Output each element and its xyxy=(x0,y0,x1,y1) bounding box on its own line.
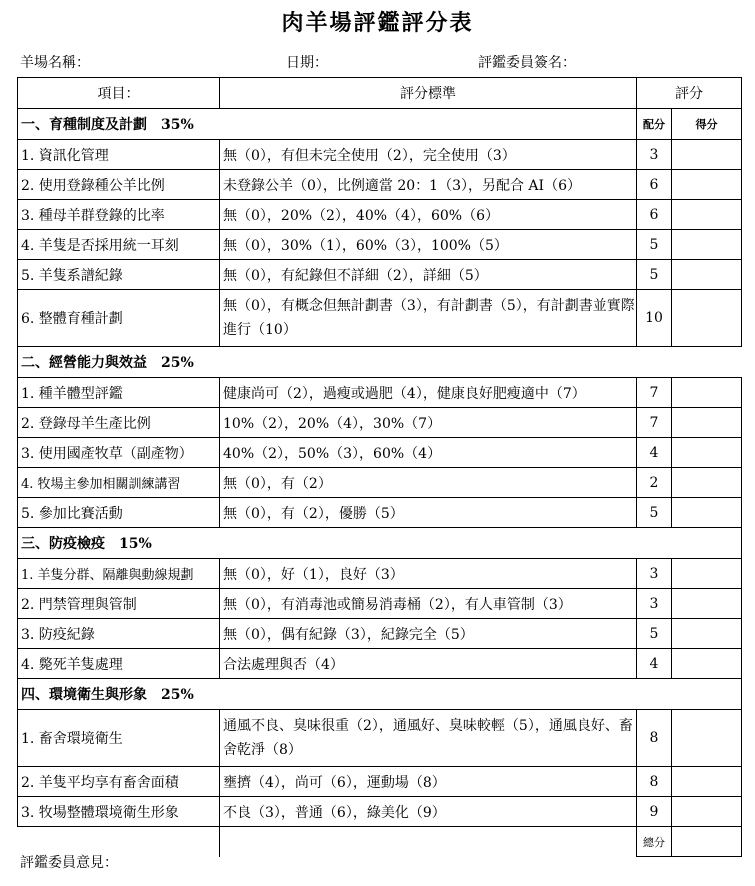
points-cell: 7 xyxy=(637,378,672,408)
item-cell: 4. 牧場主參加相關訓練講習 xyxy=(18,468,220,498)
section-title: 四、環境衛生與形象 25% xyxy=(18,679,742,710)
col-got-header: 得分 xyxy=(672,109,742,140)
score-table xyxy=(17,77,742,857)
farm-name-label: 羊場名稱： xyxy=(20,55,90,71)
page-title: 肉羊場評鑑評分表 xyxy=(281,10,474,36)
points-cell: 5 xyxy=(637,260,672,290)
comment-label: 評鑑委員意見： xyxy=(20,855,118,871)
item-cell: 1. 羊隻分群、隔離與動線規劃 xyxy=(18,559,220,589)
criteria-cell: 無（0），好（1），良好（3） xyxy=(220,559,637,589)
item-cell: 1. 畜舍環境衛生 xyxy=(18,710,220,767)
criteria-cell: 無（0），有紀錄但不詳細（2），詳細（5） xyxy=(220,260,637,290)
points-cell: 4 xyxy=(637,649,672,679)
points-cell: 5 xyxy=(637,230,672,260)
criteria-cell: 無（0），有（2） xyxy=(220,468,637,498)
score-input-cell[interactable] xyxy=(672,649,742,679)
score-input-cell[interactable] xyxy=(672,200,742,230)
item-cell: 2. 羊隻平均享有畜舍面積 xyxy=(18,767,220,797)
score-input-cell[interactable] xyxy=(672,230,742,260)
score-input-cell[interactable] xyxy=(672,498,742,528)
points-cell: 2 xyxy=(637,468,672,498)
criteria-cell: 40%（2），50%（3），60%（4） xyxy=(220,438,637,468)
item-cell: 2. 登錄母羊生產比例 xyxy=(18,408,220,438)
criteria-cell: 無（0），偶有紀錄（3），紀錄完全（5） xyxy=(220,619,637,649)
section-title: 三、防疫檢疫 15% xyxy=(18,528,742,559)
score-input-cell[interactable] xyxy=(672,260,742,290)
item-cell: 4. 羊隻是否採用統一耳刻 xyxy=(18,230,220,260)
item-cell: 3. 使用國產牧草（副產物） xyxy=(18,438,220,468)
score-input-cell[interactable] xyxy=(672,408,742,438)
score-input-cell[interactable] xyxy=(672,589,742,619)
col-score-header: 評分 xyxy=(637,78,742,109)
item-cell: 5. 羊隻系譜紀錄 xyxy=(18,260,220,290)
item-cell: 2. 使用登錄種公羊比例 xyxy=(18,170,220,200)
item-cell: 4. 斃死羊隻處理 xyxy=(18,649,220,679)
score-input-cell[interactable] xyxy=(672,797,742,827)
criteria-cell: 無（0），有但未完全使用（2），完全使用（3） xyxy=(220,140,637,170)
criteria-cell: 無（0），20%（2），40%（4），60%（6） xyxy=(220,200,637,230)
criteria-cell: 合法處理與否（4） xyxy=(220,649,637,679)
section-title: 一、育種制度及計劃 35% xyxy=(18,109,637,140)
col-full-header: 配分 xyxy=(637,109,672,140)
criteria-cell: 壅擠（4），尚可（6），運動場（8） xyxy=(220,767,637,797)
criteria-cell: 無（0），30%（1），60%（3），100%（5） xyxy=(220,230,637,260)
points-cell: 8 xyxy=(637,710,672,767)
criteria-cell: 無（0），有消毒池或簡易消毒桶（2），有人車管制（3） xyxy=(220,589,637,619)
points-cell: 5 xyxy=(637,619,672,649)
item-cell: 3. 防疫紀錄 xyxy=(18,619,220,649)
col-item-header: 項目： xyxy=(18,78,220,109)
score-input-cell[interactable] xyxy=(672,559,742,589)
item-cell: 6. 整體育種計劃 xyxy=(18,290,220,347)
score-input-cell[interactable] xyxy=(672,378,742,408)
score-input-cell[interactable] xyxy=(672,468,742,498)
item-cell: 3. 種母羊群登錄的比率 xyxy=(18,200,220,230)
criteria-cell: 未登錄公羊（0），比例適當 20：1（3），另配合 AI（6） xyxy=(220,170,637,200)
score-input-cell[interactable] xyxy=(672,140,742,170)
score-input-cell[interactable] xyxy=(672,619,742,649)
date-label: 日期： xyxy=(286,55,328,71)
points-cell: 5 xyxy=(637,498,672,528)
points-cell: 3 xyxy=(637,140,672,170)
criteria-cell: 通風不良、臭味很重（2），通風好、臭味較輕（5），通風良好、畜舍乾淨（8） xyxy=(220,710,637,767)
points-cell: 9 xyxy=(637,797,672,827)
col-criteria-header: 評分標準 xyxy=(220,78,637,109)
signature-label: 評鑑委員簽名： xyxy=(478,55,576,71)
item-cell: 5. 參加比賽活動 xyxy=(18,498,220,528)
score-input-cell[interactable] xyxy=(672,438,742,468)
points-cell: 10 xyxy=(637,290,672,347)
points-cell: 7 xyxy=(637,408,672,438)
score-input-cell[interactable] xyxy=(672,290,742,347)
item-cell: 3. 牧場整體環境衛生形象 xyxy=(18,797,220,827)
points-cell: 6 xyxy=(637,200,672,230)
section-title: 二、經營能力與效益 25% xyxy=(18,347,742,378)
criteria-cell: 不良（3），普通（6），綠美化（9） xyxy=(220,797,637,827)
item-cell: 1. 資訊化管理 xyxy=(18,140,220,170)
points-cell: 8 xyxy=(637,767,672,797)
total-label: 總分 xyxy=(637,827,672,857)
score-input-cell[interactable] xyxy=(672,170,742,200)
criteria-cell: 無（0），有概念但無計劃書（3），有計劃書（5），有計劃書並實際進行（10） xyxy=(220,290,637,347)
criteria-cell: 10%（2），20%（4），30%（7） xyxy=(220,408,637,438)
total-score-cell[interactable] xyxy=(672,827,742,857)
points-cell: 3 xyxy=(637,589,672,619)
score-input-cell[interactable] xyxy=(672,710,742,767)
criteria-cell: 健康尚可（2），過瘦或過肥（4），健康良好肥瘦適中（7） xyxy=(220,378,637,408)
points-cell: 4 xyxy=(637,438,672,468)
points-cell: 6 xyxy=(637,170,672,200)
criteria-cell: 無（0），有（2），優勝（5） xyxy=(220,498,637,528)
points-cell: 3 xyxy=(637,559,672,589)
item-cell: 2. 門禁管理與管制 xyxy=(18,589,220,619)
item-cell: 1. 種羊體型評鑑 xyxy=(18,378,220,408)
score-input-cell[interactable] xyxy=(672,767,742,797)
